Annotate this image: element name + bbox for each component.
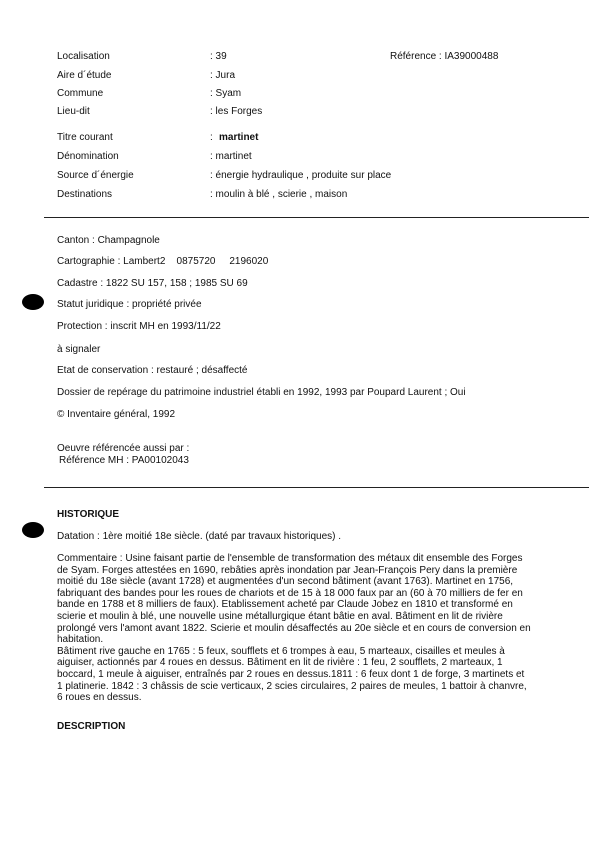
- commentaire-line: moitié du 18e siècle (avant 1728) et augmentées d'un second bâtiment (avant 1763). Martinet en 1756,: [57, 576, 514, 588]
- commentaire-line: boccard, 1 meule à aiguiser, entraînés par 2 roues en dessus.1811 : 6 feux dont 1 de forge, 3 martinets et: [57, 668, 525, 680]
- statut-juridique: Statut juridique : propriété privée: [57, 299, 202, 310]
- historique-title: HISTORIQUE: [57, 509, 120, 520]
- value-denomination: : martinet: [210, 151, 252, 162]
- commentaire-line: scierie et moulin à blé, une nouvelle usine métallurgique étant bâtie en aval. Bâtiment en lit de rivière: [57, 610, 503, 622]
- value-titre-courant-prefix: :: [210, 132, 213, 143]
- commentaire-line: 6 roues en dessus.: [57, 692, 142, 704]
- commentaire-line: de Syam. Forges attestées en 1690, rebâties après inondation par Jean-François Pery dans la première: [57, 564, 518, 576]
- cadastre: Cadastre : 1822 SU 157, 158 ; 1985 SU 69: [57, 278, 248, 289]
- cartographie: Cartographie : Lambert2 0875720 2196020: [57, 256, 269, 267]
- protection: Protection : inscrit MH en 1993/11/22: [57, 321, 221, 332]
- copyright: © Inventaire général, 1992: [57, 409, 176, 420]
- commentaire-line: prolongé vers l'amont avant 1822. Scierie et moulin désaffectés au 20e siècle et en cours de conversion en: [57, 622, 531, 634]
- divider-2: [44, 487, 589, 488]
- label-source-energie: Source d´énergie: [57, 170, 134, 181]
- divider-1: [44, 217, 589, 218]
- datation: Datation : 1ère moitié 18e siècle. (daté par travaux historiques) .: [57, 531, 342, 542]
- label-commune: Commune: [57, 88, 104, 99]
- etat-conservation: Etat de conservation : restauré ; désaffecté: [57, 365, 248, 376]
- commentaire-line: fabriquant des bandes pour les roues de chariots et de 15 à 18 000 faux par an (60 à 70 milliers de fer en: [57, 587, 523, 599]
- label-aire-etude: Aire d´étude: [57, 70, 112, 81]
- label-denomination: Dénomination: [57, 151, 119, 162]
- value-localisation: : 39: [210, 51, 227, 62]
- commentaire-line: habitation.: [57, 634, 104, 646]
- dossier: Dossier de repérage du patrimoine industriel établi en 1992, 1993 par Poupard Laurent ; Oui: [57, 387, 466, 398]
- oeuvre-label: Oeuvre référencée aussi par :: [57, 443, 190, 454]
- a-signaler: à signaler: [57, 344, 101, 355]
- value-lieu-dit: : les Forges: [210, 106, 263, 117]
- value-titre-courant: martinet: [219, 132, 259, 143]
- label-lieu-dit: Lieu-dit: [57, 106, 90, 117]
- label-titre-courant: Titre courant: [57, 132, 113, 143]
- label-destinations: Destinations: [57, 189, 113, 200]
- commentaire: [57, 553, 557, 704]
- label-localisation: Localisation: [57, 51, 110, 62]
- value-destinations: : moulin à blé , scierie , maison: [210, 189, 348, 200]
- description-title: DESCRIPTION: [57, 721, 126, 732]
- value-source-energie: : énergie hydraulique , produite sur place: [210, 170, 392, 181]
- canton: Canton : Champagnole: [57, 235, 160, 246]
- commentaire-line: bande en 1788 et 8 milliers de faux). Etablissement acheté par Claude Jobez en 1810 et transformé en: [57, 599, 513, 611]
- punch-hole-icon: [22, 522, 44, 538]
- commentaire-line: Bâtiment rive gauche en 1765 : 5 feux, soufflets et 6 trompes à eau, 5 marteaux, cisailles et meules à: [57, 645, 505, 657]
- commentaire-line: aiguiser, actionnés par 4 roues en dessus. Bâtiment en lit de rivière : 1 feu, 2 soufflets, 2 marteaux, 1: [57, 657, 503, 669]
- value-commune: : Syam: [210, 88, 242, 99]
- reference-mh: Référence MH : PA00102043: [59, 455, 189, 466]
- commentaire-line: 1 platinerie. 1842 : 3 châssis de scie verticaux, 2 scies circulaires, 2 paires de meules, 1 battoir à chanvre,: [57, 680, 527, 692]
- punch-hole-icon: [22, 294, 44, 310]
- reference-number: Référence : IA39000488: [390, 51, 499, 62]
- commentaire-line: Commentaire : Usine faisant partie de l'ensemble de transformation des métaux dit ensemble des Forges: [57, 553, 523, 564]
- value-aire-etude: : Jura: [210, 70, 236, 81]
